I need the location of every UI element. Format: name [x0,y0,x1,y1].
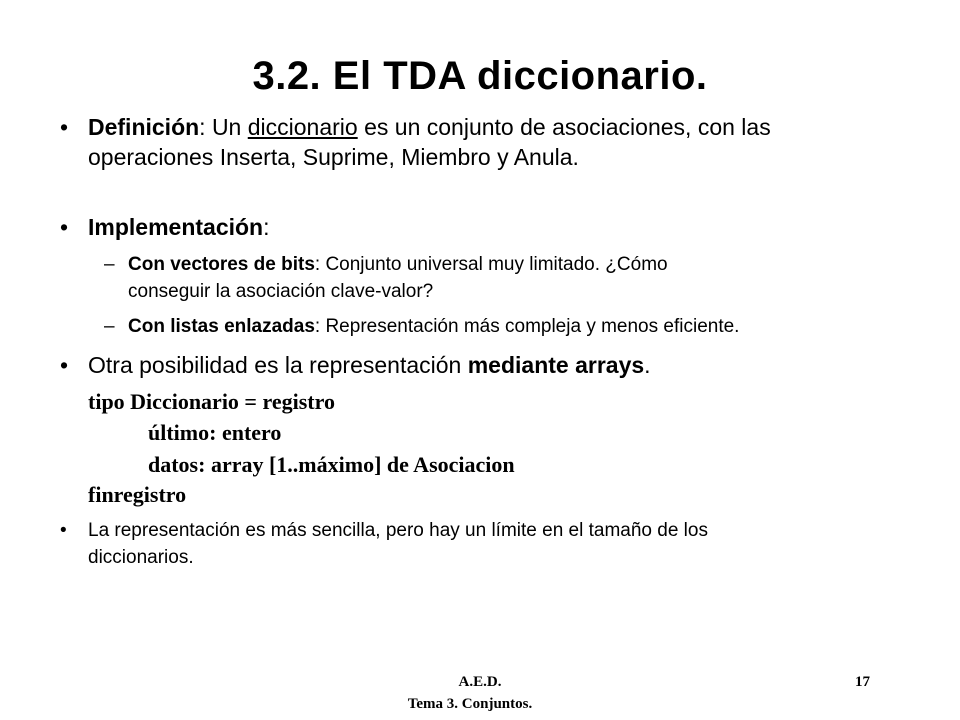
vectores-label: Con vectores de bits [128,254,315,275]
definicion-label: Definición [88,114,200,140]
final-line2: diccionarios. [88,547,194,568]
definicion-line2: operaciones Inserta, Suprime, Miembro y Anula. [88,144,579,170]
slide-title: 3.2. El TDA diccionario. [252,54,708,98]
listas-text [128,313,908,340]
otra-pre: Otra posibilidad es la representación [88,352,468,378]
code-line-finregistro: finregistro [88,482,187,507]
footer-course: A.E.D. [458,674,502,690]
final-text [88,517,908,571]
implementacion-text [88,212,918,242]
code-line-tipo: tipo Diccionario = registro [88,389,335,414]
definicion-line1-rest: es un conjunto de asociaciones, con las [357,114,771,140]
implementacion-label: Implementación [88,214,264,240]
code-line-ultimo: último: entero [148,420,282,445]
final-line1: La representación es más sencilla, pero hay un límite en el tamaño de los [88,520,708,541]
bullet-dot: • [60,352,69,378]
vectores-text [128,251,908,305]
listas-label: Con listas enlazadas [128,316,315,337]
listas-rest: : Representación más compleja y menos eficiente. [314,316,740,337]
bullet-dot: • [60,520,67,541]
footer-page-number: 17 [855,674,870,690]
bullet-otra-posibilidad [60,350,940,380]
bullet-definicion [60,112,940,172]
otra-bold: mediante arrays [467,352,645,378]
bullet-dot: • [60,114,69,140]
bullet-implementacion [60,212,940,242]
diccionario-term: diccionario [247,114,358,140]
sub-listas-enlazadas [104,313,924,340]
sub-vectores-bits [104,251,924,305]
bullet-final [60,517,920,571]
bullet-dot: • [60,214,69,240]
sub-dash: – [104,254,115,275]
definicion-text [88,112,918,172]
footer-topic: Tema 3. Conjuntos. [407,696,533,712]
vectores-line2: conseguir la asociación clave-valor? [128,281,434,302]
implementacion-after: : [263,214,270,240]
vectores-line1-rest: : Conjunto universal muy limitado. ¿Cómo [314,254,668,275]
definicion-pre: : Un [199,114,248,140]
code-line-datos: datos: array [1..máximo] de Asociacion [148,452,515,477]
otra-after: . [644,352,651,378]
otra-text [88,350,918,380]
sub-dash: – [104,316,115,337]
